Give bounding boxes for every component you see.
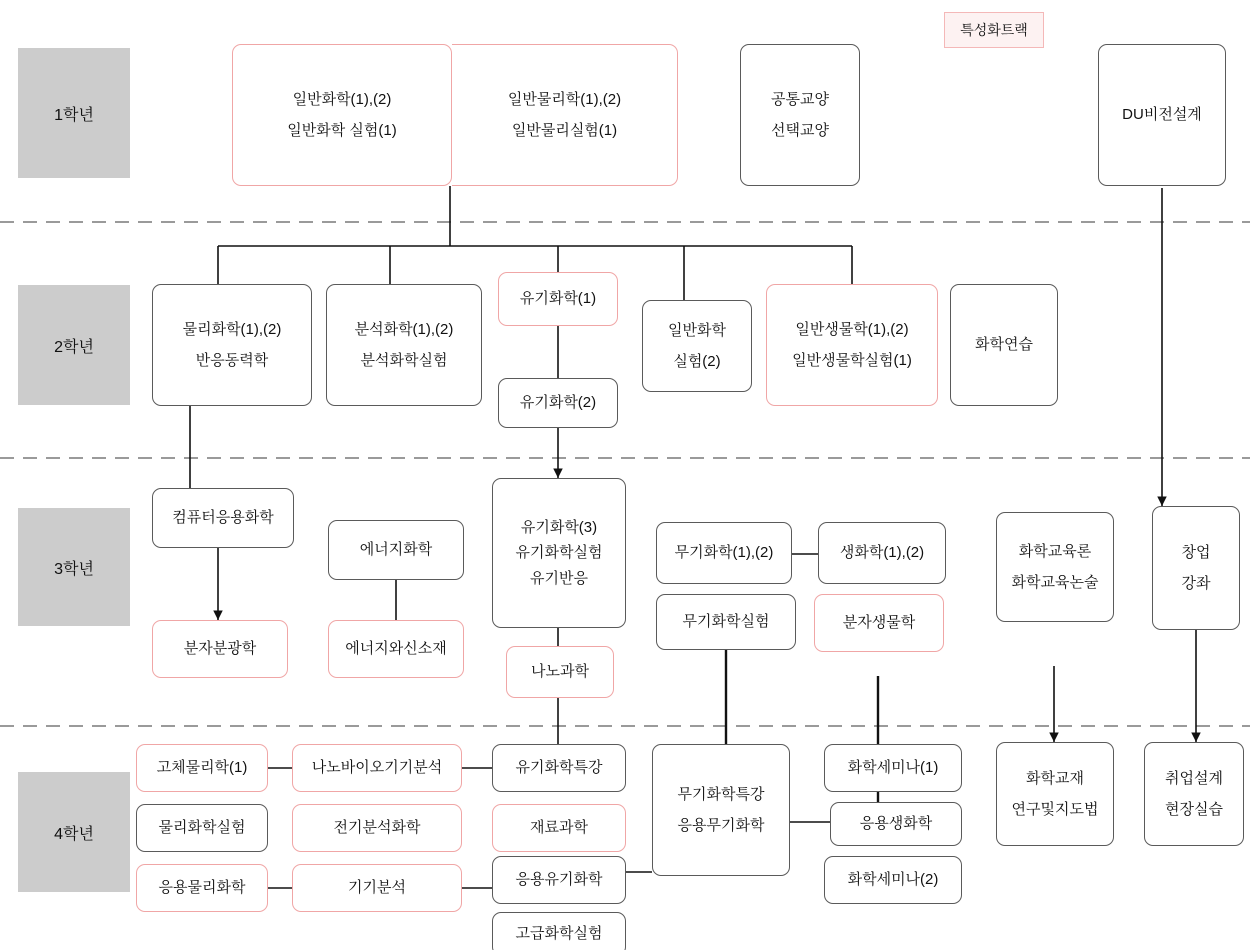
node-line: 응용생화학	[859, 815, 933, 833]
node-line: 공통교양	[771, 90, 829, 108]
node-instrumental-analysis[interactable]	[292, 864, 462, 912]
node-line: 무기화학(1),(2)	[674, 544, 774, 562]
node-line: 컴퓨터응용화학	[172, 509, 274, 527]
node-biochemistry[interactable]	[818, 522, 946, 584]
year-label-1	[18, 48, 130, 178]
node-chemistry-education[interactable]	[996, 512, 1114, 622]
node-line: 유기화학(2)	[519, 394, 597, 412]
node-energy-chemistry[interactable]	[328, 520, 464, 580]
node-line: 강좌	[1181, 575, 1211, 592]
node-line: 화학세미나(2)	[847, 871, 939, 889]
node-line: 물리화학(1),(2)	[182, 320, 282, 338]
node-line: 연구및지도법	[1011, 801, 1099, 818]
node-line: 화학세미나(1)	[847, 759, 939, 777]
node-physical-chemistry-lab[interactable]	[136, 804, 268, 852]
node-general-physics[interactable]	[452, 44, 678, 186]
node-line: 분석화학실험	[360, 352, 448, 369]
node-chemistry-practice[interactable]	[950, 284, 1058, 406]
legend-track-label: 특성화트랙	[960, 22, 1028, 38]
node-line: 일반화학 실험(1)	[287, 122, 397, 139]
node-molecular-biology[interactable]	[814, 594, 944, 652]
node-line: 나노바이오기기분석	[311, 759, 443, 777]
node-line: 일반생물학(1),(2)	[795, 320, 909, 338]
node-general-biology[interactable]	[766, 284, 938, 406]
node-line: 취업설계	[1165, 769, 1223, 787]
node-general-chemistry-lab-2[interactable]	[642, 300, 752, 392]
node-line: 분석화학(1),(2)	[354, 320, 454, 338]
node-line: 재료과학	[530, 819, 588, 837]
node-nanobio-instrumental-analysis[interactable]	[292, 744, 462, 792]
node-common-liberal-arts[interactable]	[740, 44, 860, 186]
node-line: 응용물리화학	[158, 879, 246, 897]
node-nano-science[interactable]	[506, 646, 614, 698]
node-line: 유기화학실험	[515, 544, 603, 562]
year-label-4	[18, 772, 130, 892]
year-label-3-text: 3학년	[54, 560, 94, 578]
node-line: 반응동력학	[195, 352, 269, 369]
node-applied-biochemistry[interactable]	[830, 802, 962, 846]
node-line: 고체물리학(1)	[156, 759, 248, 777]
node-startup-lecture[interactable]	[1152, 506, 1240, 630]
node-line: 유기화학(3)	[520, 519, 598, 537]
node-inorganic-chemistry-lab[interactable]	[656, 594, 796, 650]
node-line: 물리화학실험	[158, 819, 246, 837]
node-line: 나노과학	[531, 663, 589, 681]
node-line: 화학교육론	[1018, 542, 1092, 560]
node-chemistry-seminar-2[interactable]	[824, 856, 962, 904]
node-energy-new-materials[interactable]	[328, 620, 464, 678]
node-applied-organic-chemistry[interactable]	[492, 856, 626, 904]
node-line: 에너지화학	[359, 541, 433, 559]
node-line: 에너지와신소재	[345, 640, 447, 658]
node-computer-applied-chemistry[interactable]	[152, 488, 294, 548]
node-electroanalytical-chemistry[interactable]	[292, 804, 462, 852]
node-line: 화학교육논술	[1011, 574, 1099, 591]
node-line: 고급화학실험	[515, 925, 603, 943]
node-organic-chemistry-3[interactable]	[492, 478, 626, 628]
node-line: 실험(2)	[673, 353, 721, 370]
year-label-3	[18, 508, 130, 626]
node-line: DU비전설계	[1122, 106, 1202, 124]
node-line: 창업	[1181, 543, 1211, 561]
node-line: 화학연습	[975, 336, 1033, 354]
node-line: 유기화학(1)	[519, 290, 597, 308]
node-line: 전기분석화학	[333, 819, 421, 837]
node-organic-chemistry-2[interactable]	[498, 378, 618, 428]
year-label-4-text: 4학년	[54, 825, 94, 843]
node-line: 생화학(1),(2)	[839, 544, 925, 562]
year-label-2	[18, 285, 130, 405]
node-molecular-spectroscopy[interactable]	[152, 620, 288, 678]
node-advanced-chemistry-lab[interactable]	[492, 912, 626, 950]
node-chemistry-seminar-1[interactable]	[824, 744, 962, 792]
node-inorganic-chemistry[interactable]	[656, 522, 792, 584]
year-label-2-text: 2학년	[54, 338, 94, 356]
node-applied-physical-chemistry[interactable]	[136, 864, 268, 912]
legend-track-badge	[944, 12, 1044, 48]
node-line: 일반물리실험(1)	[511, 122, 618, 139]
node-physical-chemistry[interactable]	[152, 284, 312, 406]
node-line: 분자분광학	[183, 640, 257, 658]
node-line: 유기반응	[530, 569, 588, 587]
node-line: 무기화학실험	[682, 613, 770, 631]
node-inorganic-special-lecture[interactable]	[652, 744, 790, 876]
node-line: 응용유기화학	[515, 871, 603, 889]
node-organic-chemistry-special-lecture[interactable]	[492, 744, 626, 792]
node-chemistry-teaching-materials[interactable]	[996, 742, 1114, 846]
node-line: 화학교재	[1026, 769, 1084, 787]
node-line: 일반물리학(1),(2)	[507, 90, 622, 108]
node-du-vision-design[interactable]	[1098, 44, 1226, 186]
node-organic-chemistry-1[interactable]	[498, 272, 618, 326]
node-line: 일반화학(1),(2)	[292, 90, 392, 108]
year-label-1-text: 1학년	[54, 106, 94, 124]
node-line: 무기화학특강	[677, 785, 765, 803]
node-job-design-field-training[interactable]	[1144, 742, 1244, 846]
node-line: 분자생물학	[842, 614, 916, 632]
node-general-chemistry[interactable]	[232, 44, 452, 186]
node-analytical-chemistry[interactable]	[326, 284, 482, 406]
node-line: 기기분석	[348, 879, 406, 897]
node-line: 일반화학	[668, 321, 726, 339]
node-solid-state-physics[interactable]	[136, 744, 268, 792]
node-line: 현장실습	[1165, 801, 1223, 818]
node-line: 유기화학특강	[515, 759, 603, 777]
node-line: 응용무기화학	[677, 817, 765, 834]
node-line: 일반생물학실험(1)	[792, 352, 912, 369]
node-line: 선택교양	[771, 122, 829, 139]
node-materials-science[interactable]	[492, 804, 626, 852]
